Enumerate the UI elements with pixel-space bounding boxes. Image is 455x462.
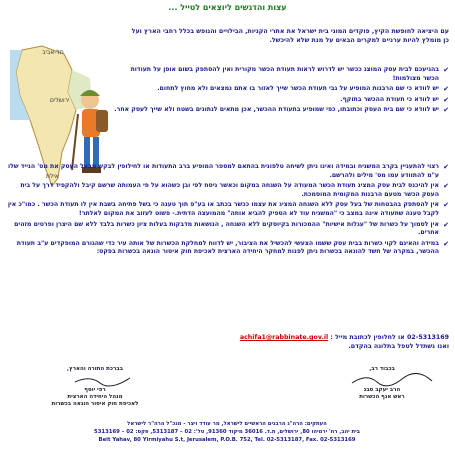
contact-line	[9, 333, 449, 351]
email-link[interactable]: achifa1@rabbinate.gov.il	[239, 334, 329, 341]
tip-text: בהגיעכם לבית עסק המוצג ככשר יש לדרוש לראות תעודת הכשר מקורית ואין להסתפק בשום אופן על תעודות הכשר מצולמות!	[130, 66, 439, 82]
tips-list-bottom	[7, 163, 449, 259]
tip-text: אין לסמוך על כשרות של "עגלות אישיות" ההמכורות בקיוסקים ללא השגחה , הנושאות מדבקות בעלות ציון כשרות בלבד ללא שם היצרן ופרטים מזהים אחרים.	[14, 220, 439, 237]
contact-text: או לחלופין לכתובת מייל :	[330, 334, 405, 341]
intro-paragraph: עם היציאה לחופשת הקיץ, פוקדים המוני בית ישראל את אתרי הקניות, הבילויים והנופש בכלל רחבי הארץ ועל כן מומלץ להיות ערניים למקרים הבאים על מנת שלא להיכשל.	[131, 28, 449, 44]
tip-item	[7, 221, 449, 238]
tips-list-top	[113, 66, 449, 117]
closing-text: ואנו נשתדל לטפל בתלונה בהקדם.	[348, 343, 449, 350]
signer-role: מנהל היחידה הארצית	[67, 394, 123, 400]
footer-copies: העתקים: הרה"ג הרבנים הראשיים לישראל, מר עודד ויצר - מנכ"ל הרה"ר לישראל	[127, 421, 327, 427]
tip-text: רצוי להתעניין בקרב המשגיח ובמידה ואינו ניתן לשיחה טלפונית בהתאם למספר המופיע ברב התעודות או לחילופין לבקש מבעל העסק את מס' הנייד שלו ע"מ להתוודע עמו מס' מילים ולהרשם.	[8, 163, 439, 179]
tip-text: אין להיכנס לבית עסק המציג תעודת הכשר המעודה על השגחה במקום וכאשר ניסח לפי ובן כשהוא על פי העמותה שרשם קיבל ולהקפיד דרך על בית העסק הכשר מטעם הרבנות המקומית המוסמכת.	[20, 182, 439, 198]
signer-role: ראש אגף הכשרות	[359, 394, 405, 400]
map-label-eilat: אילת	[46, 173, 59, 180]
tip-text: יש לוודא כי תעודת ההכשר בתוקף.	[340, 95, 439, 103]
signer-name: הרב יעקב סבג	[363, 387, 401, 393]
checkmark-icon: ✔	[443, 220, 449, 229]
tip-item	[7, 163, 449, 180]
tip-text: במידה והאינם לקוי כשרות בבית עסק ששמו הצעשי להכשיל את הציבור, יש לדווח למחלקת הכשרות של אותה עיר כדי שהגורם המופקדים ע"ב תעודת ההכשר, במקרה של חשד להונאה בכשרות ניתן לפנות למחקר היחידה הארצית לאכיפת חוק איסור הונאה בכשרות בפקס:	[16, 239, 439, 256]
tip-item	[7, 182, 449, 199]
tip-item	[113, 85, 449, 94]
signer-role-detail: לאכיפת חוק איסור הונאה בכשרות	[51, 401, 139, 407]
checkmark-icon: ✔	[443, 106, 449, 115]
fax-number: 02-5313169	[406, 334, 449, 341]
signature-blessing: בברכת התורה והארץ,	[67, 366, 123, 372]
tip-item	[113, 96, 449, 105]
checkmark-icon: ✔	[443, 201, 449, 210]
signature-blessing: בכבוד רב,	[369, 366, 395, 372]
signer-name: רפי יוסף	[84, 387, 106, 393]
checkmark-icon: ✔	[443, 95, 449, 104]
tip-item	[113, 66, 449, 83]
map-label-jerusalem: ירושלים	[50, 97, 70, 104]
checkmark-icon: ✔	[443, 239, 449, 248]
map-label-tel-aviv: תל-אביב	[42, 49, 64, 56]
tip-item	[113, 106, 449, 115]
signature-block-right	[327, 366, 437, 401]
checkmark-icon: ✔	[443, 66, 449, 74]
checkmark-icon: ✔	[443, 182, 449, 191]
page-title: עצות והדגשים ליוצאים לטייל ...	[168, 3, 287, 12]
signature-scrawl	[347, 373, 437, 387]
tip-text: יש לוודא כי שם בית העסק וכתובתו, כפי שמופיע בתעודת ההכשר, אכן מתאים לנתונים בשטח ולא שייך לעסק אחר.	[114, 106, 439, 114]
footer-address-he: בית יהב, רח' ירמיהו 80, ירושלים, ת.ד. 36016 מיקוד 91360, טל': 02 – 5313187, פקס: 02 – 5313169	[94, 429, 360, 435]
footer-address-en: Beit Yahav, 80 Yirmiyahu S.t, Jerusalem, P.O.B. 752, Tel. 02-5313187, Fax. 02-5313169	[98, 437, 356, 443]
tip-text: יש לוודא כי שם הרבנות המופיע על גבי תעודת הכשר שייך לאזור בו אתם נמצאים ולא מחוץ לתחום.	[157, 85, 439, 93]
signature-block-left	[40, 366, 150, 408]
footer	[6, 420, 448, 444]
signature-scrawl	[60, 373, 150, 387]
tip-item	[7, 201, 449, 218]
checkmark-icon: ✔	[443, 163, 449, 171]
tip-item	[7, 240, 449, 257]
checkmark-icon: ✔	[443, 85, 449, 94]
tip-text: אין להסתפק בהבטחות של בעל עסק ללא השגחה המציג את עצמו ככשר בכתב או בע"פ תוך טענה כי בשל פתיחה בשבת אין לו תעודת הכשר . כמו"כ אין לקבל טענה שתעודה אינה במצב כי "המשגיח עוד לא הספיק להביא אותה" מהמועצה הדתית.- פשוט לעזוב את המקום לאלתר!	[7, 201, 439, 217]
